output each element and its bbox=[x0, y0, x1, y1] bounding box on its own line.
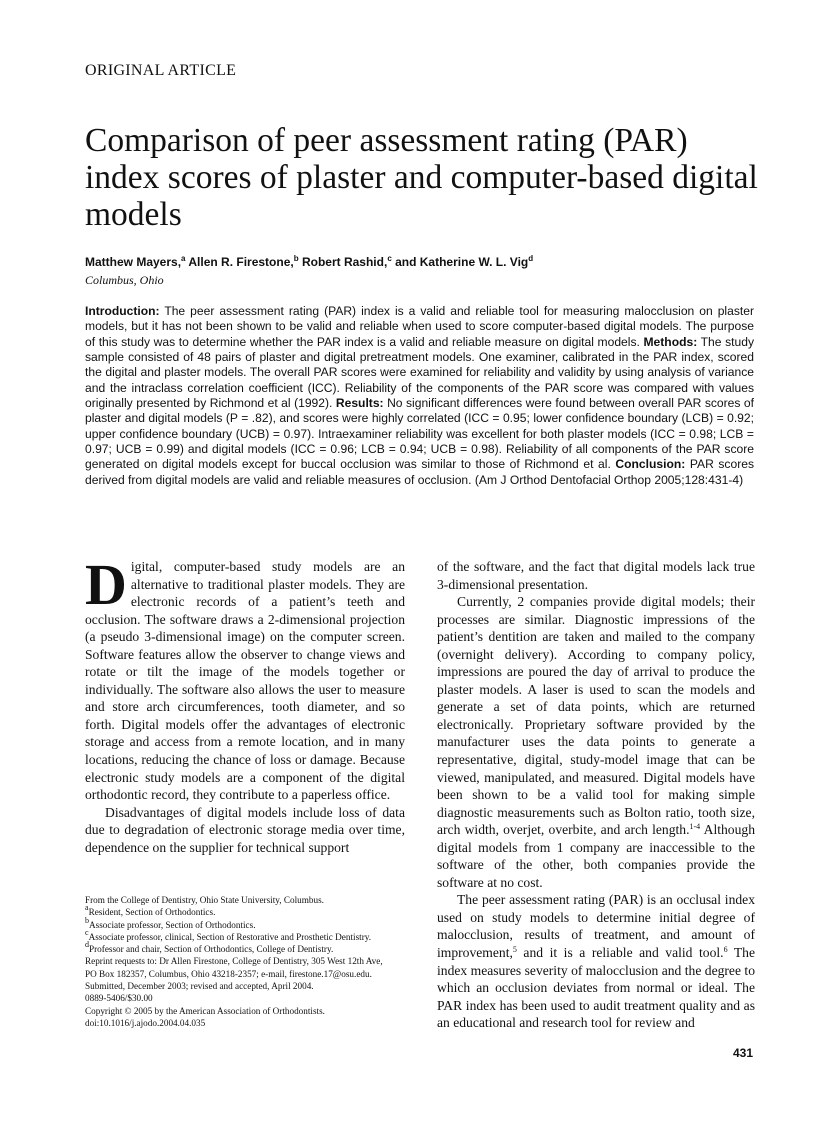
footnote-text: Professor and chair, Section of Orthodontics, College of Dentistry. bbox=[89, 944, 334, 955]
abstract-methods: The study sample consisted of 48 pairs of plaster and digital pretreatment models. One examiner, calibrated in the PAR index, scored the digital and plaster models. The overall PAR scores were examined for reliability and validity by using analysis of variance and the intraclass correlation coefficient (ICC). Reliability of the components of the PAR score was compared with values originally presented by Richmond et al (1992). bbox=[85, 334, 754, 411]
footnote-mark: c bbox=[85, 927, 89, 937]
author-affiliation-mark: b bbox=[293, 254, 299, 263]
footnotes bbox=[85, 894, 415, 1029]
footnote-c bbox=[85, 927, 415, 943]
reprint-requests: Reprint requests to: Dr Allen Firestone, College of Dentistry, 305 West 12th Ave, bbox=[85, 956, 383, 967]
paragraph-text: The index measures severity of malocclusion and the degree to which an occlusion deviates from normal or ideal. The PAR index has been used to audit treatment quality and as an educational and research tool for review and bbox=[437, 945, 756, 1031]
paragraph-text: The peer assessment rating (PAR) is an occlusal index used on study models to determine initial degree of malocclusion, results of treatment, and amount of improvement, bbox=[437, 892, 755, 961]
footnote-mark: d bbox=[85, 940, 89, 950]
footnote-a bbox=[85, 903, 415, 918]
body-paragraph bbox=[85, 552, 405, 804]
doi-link[interactable]: doi:10.1016/j.ajodo.2004.04.035 bbox=[85, 1017, 206, 1028]
abstract-intro-label: Introduction: bbox=[85, 304, 160, 318]
submission-dates: Submitted, December 2003; revised and accepted, April 2004. bbox=[85, 981, 314, 992]
abstract bbox=[85, 304, 754, 488]
article-title: Comparison of peer assessment rating (PAR) index scores of plaster and computer-based digital models bbox=[85, 122, 758, 233]
issn-price: 0889-5406/$30.00 bbox=[85, 993, 153, 1004]
drop-cap: D bbox=[85, 552, 127, 617]
copyright: Copyright © 2005 by the American Association of Orthodontists. bbox=[85, 1005, 325, 1016]
abstract-conclusion-label: Conclusion: bbox=[615, 457, 686, 472]
abstract-methods-label: Methods: bbox=[643, 334, 698, 349]
paragraph-text: Although digital models from 1 company are inaccessible to the software of the other, both companies provide the software at no cost. bbox=[437, 822, 755, 890]
paragraph-text: and it is a reliable and valid tool. bbox=[516, 945, 724, 961]
reprint-address: PO Box 182357, Columbus, Ohio 43218-2357; e-mail, firestone.17@osu.edu. bbox=[85, 968, 372, 979]
body-column-right bbox=[437, 558, 755, 1032]
footnote-b bbox=[85, 915, 415, 931]
author-location: Columbus, Ohio bbox=[85, 273, 164, 287]
footnote-affiliation: From the College of Dentistry, Ohio State University, Columbus. bbox=[85, 895, 324, 905]
reference-citation[interactable]: 1-4 bbox=[689, 822, 701, 832]
author-list bbox=[85, 255, 533, 269]
body-paragraph: of the software, and the fact that digital models lack true 3-dimensional presentation. bbox=[437, 559, 755, 592]
body-paragraph: Disadvantages of digital models include loss of data due to degradation of electronic storage media over time, dependence on the supplier for technical support bbox=[85, 804, 405, 855]
reference-citation[interactable]: 6 bbox=[723, 945, 728, 955]
author-name: and Katherine W. L. Vig bbox=[391, 255, 529, 269]
paragraph-text: Currently, 2 companies provide digital models; their processes are similar. Diagnostic impressions of the patient’s dentition are taken and mailed to the company (overnight delivery). According to company policy, impressions are poured the day of arrival to produce the plaster models. A laser is used to scan the models and generate a set of data points, which are returned electronically. Proprietary software provided by the manufacturer uses the data points to generate a representative, digital, study-model image that can be viewed, manipulated, and measured. Digital models have been shown to be a valid tool for making simple diagnostic measurements such as Bolton ratio, tooth size, arch width, overjet, overbite, and arch length. bbox=[437, 594, 755, 838]
author-affiliation-mark: d bbox=[528, 254, 534, 263]
abstract-results-label: Results: bbox=[335, 396, 384, 411]
footnote-d bbox=[85, 940, 415, 955]
abstract-results: No significant differences were found between overall PAR scores of plaster and digital models (P = .82), and scores were highly correlated (ICC = 0.95; lower confidence boundary (LCB) = 0.92; upper confidence boundary (UCB) = 0.97). Intraexaminer reliability was excellent for both plaster models (ICC = 0.98; LCB = 0.97; UCB = 0.99) and digital models (ICC = 0.96; LCB = 0.94; UCB = 0.98). Reliability of all components of the PAR score generated on digital models except for buccal occlusion was similar to those of Richmond et al. bbox=[85, 396, 755, 472]
body-paragraph bbox=[437, 891, 755, 1031]
author-affiliation-mark: c bbox=[387, 254, 392, 263]
paragraph-text: igital, computer-based study models are an alternative to traditional plaster models. They are electronic records of a patient’s teeth and occlusion. The software draws a 2-dimensional projection (a pseudo 3-dimensional image) on the computer screen. Software features allow the observer to change views and rotate or tilt the image of the models together or individually. The software also allows the user to measure and store arch circumferences, tooth diameter, and so forth. Digital models offer the advantages of electronic storage and access from a remote location, and in many locations, reducing the chance of loss or damage. Because electronic study models are a component of the digital orthodontic record, they contribute to a paperless office. bbox=[85, 559, 405, 803]
author-affiliation-mark: a bbox=[181, 254, 186, 263]
section-label: ORIGINAL ARTICLE bbox=[85, 62, 237, 79]
author-name: Allen R. Firestone, bbox=[185, 255, 294, 269]
footnote-text: Associate professor, Section of Orthodontics. bbox=[89, 919, 256, 930]
footnote-text: Resident, Section of Orthodontics. bbox=[88, 907, 216, 918]
abstract-conclusion: PAR scores derived from digital models are valid and reliable measures of occlusion. (Am J Orthod Dentofacial Orthop 2005;128:431-4) bbox=[85, 457, 755, 487]
abstract-intro: The peer assessment rating (PAR) index is a valid and reliable tool for measuring malocclusion on plaster models, but it has not been shown to be valid and reliable when used to score computer-based digital models. The purpose of this study was to determine whether the PAR index is a valid and reliable measure on digital models. bbox=[85, 304, 754, 349]
reference-citation[interactable]: 5 bbox=[512, 945, 517, 955]
footnote-mark: b bbox=[85, 915, 89, 925]
page-number: 431 bbox=[733, 1046, 754, 1060]
body-column-left bbox=[85, 552, 405, 856]
body-paragraph bbox=[437, 593, 755, 891]
author-name: Matthew Mayers, bbox=[85, 255, 182, 269]
footnote-text: Associate professor, clinical, Section of Restorative and Prosthetic Dentistry. bbox=[88, 931, 372, 942]
author-name: Robert Rashid, bbox=[298, 255, 388, 269]
footnote-mark: a bbox=[85, 903, 89, 913]
